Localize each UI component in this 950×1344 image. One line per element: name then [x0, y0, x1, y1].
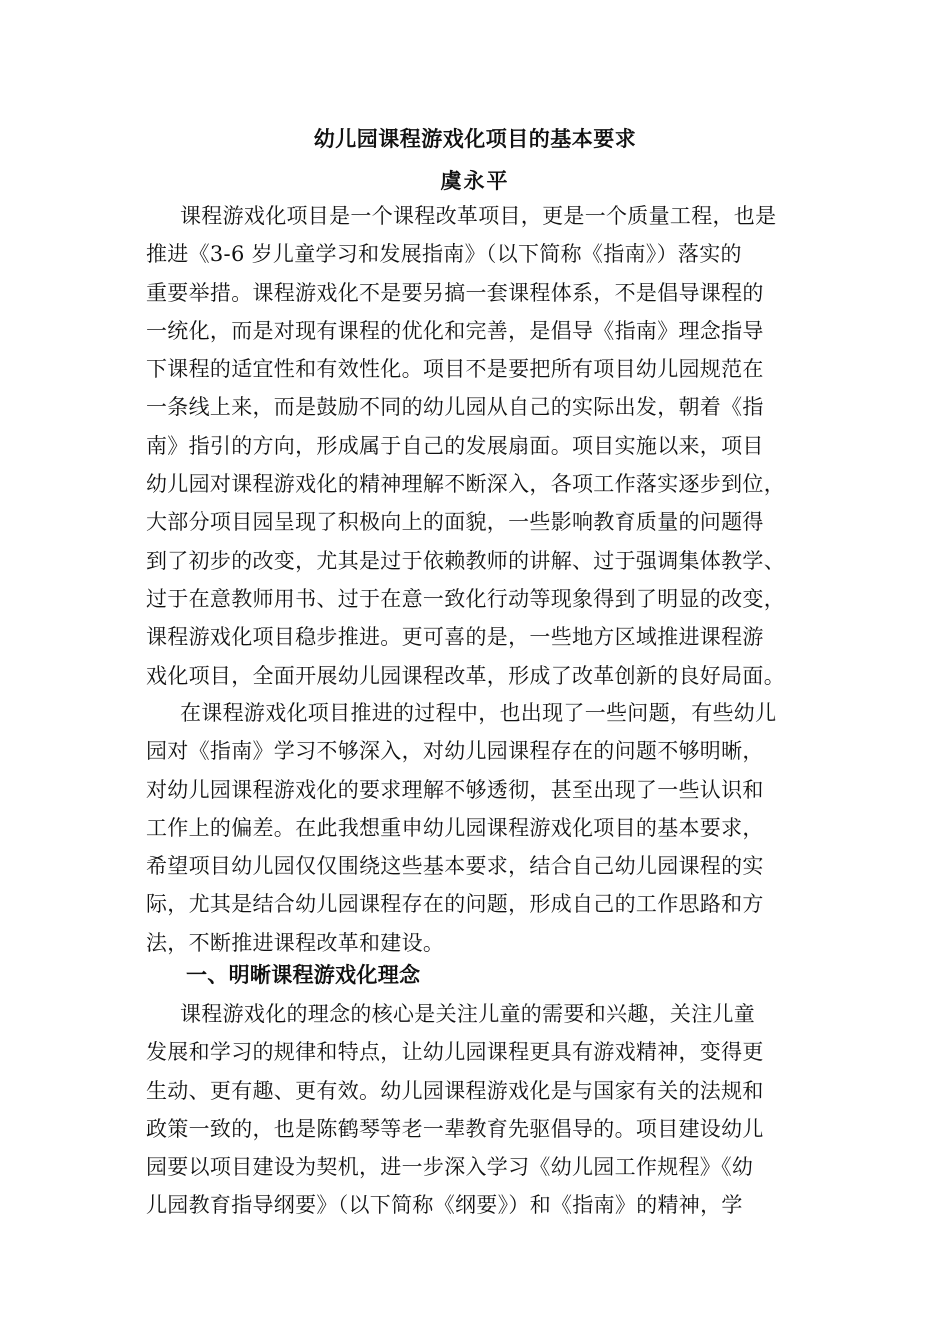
- text-line: 课程游戏化项目是一个课程改革项目，更是一个质量工程，也是: [180, 204, 777, 228]
- text-line: 戏化项目，全面开展幼儿园课程改革，形成了改革创新的良好局面。: [146, 663, 785, 688]
- text-line: 对幼儿园课程游戏化的要求理解不够透彻，甚至出现了一些认识和: [146, 777, 764, 802]
- text-line: 大部分项目园呈现了积极向上的面貌，一些影响教育质量的问题得: [146, 510, 764, 535]
- text-line: 一统化，而是对现有课程的优化和完善，是倡导《指南》理念指导: [146, 318, 764, 343]
- text-line: 儿园教育指导纲要》（以下简称《纲要》）和《指南》的精神，学: [146, 1193, 743, 1218]
- section-heading-text: 一、明晰课程游戏化理念: [186, 962, 421, 987]
- text-line: 南》指引的方向，形成属于自己的发展扇面。项目实施以来，项目: [146, 433, 764, 458]
- text-line: 工作上的偏差。在此我想重申幼儿园课程游戏化项目的基本要求，: [146, 815, 764, 840]
- text-line: 过于在意教师用书、过于在意一致化行动等现象得到了明显的改变，: [146, 586, 785, 611]
- paragraph-2: [146, 694, 836, 962]
- section-heading: [146, 956, 836, 994]
- text-line: 幼儿园对课程游戏化的精神理解不断深入，各项工作落实逐步到位，: [146, 472, 785, 497]
- text-line: 课程游戏化的理念的核心是关注儿童的需要和兴趣，关注儿童: [180, 1002, 756, 1026]
- text-line: 际，尤其是结合幼儿园课程存在的问题，形成自己的工作思路和方: [146, 892, 764, 917]
- text-line: 一条线上来，而是鼓励不同的幼儿园从自己的实际出发，朝着《指: [146, 395, 764, 420]
- text-line: 发展和学习的规律和特点，让幼儿园课程更具有游戏精神，变得更: [146, 1040, 764, 1065]
- paragraph-3: [146, 995, 836, 1225]
- text-line: 生动、更有趣、更有效。幼儿园课程游戏化是与国家有关的法规和: [146, 1078, 764, 1103]
- text-line: 园对《指南》学习不够深入，对幼儿园课程存在的问题不够明晰，: [146, 739, 764, 764]
- text-line: 在课程游戏化项目推进的过程中，也出现了一些问题，有些幼儿: [180, 701, 777, 725]
- text-line: 课程游戏化项目稳步推进。更可喜的是，一些地方区域推进课程游: [146, 625, 764, 650]
- text-line: 希望项目幼儿园仅仅围绕这些基本要求，结合自己幼儿园课程的实: [146, 854, 764, 879]
- text-line: 政策一致的，也是陈鹤琴等老一辈教育先驱倡导的。项目建设幼儿: [146, 1116, 764, 1141]
- paragraph-1: [146, 197, 836, 695]
- text-line: 推进《3-6 岁儿童学习和发展指南》（以下简称《指南》）落实的: [146, 242, 742, 267]
- text-line: 法，不断推进课程改革和建设。: [146, 930, 445, 955]
- document-title: 幼儿园课程游戏化项目的基本要求: [313, 126, 637, 151]
- text-line: 到了初步的改变，尤其是过于依赖教师的讲解、过于强调集体教学、: [146, 548, 785, 573]
- text-line: 下课程的适宜性和有效性化。项目不是要把所有项目幼儿园规范在: [146, 357, 764, 382]
- document-author: 虞永平: [440, 168, 510, 193]
- text-line: 重要举措。课程游戏化不是要另搞一套课程体系，不是倡导课程的: [146, 280, 764, 305]
- text-line: 园要以项目建设为契机，进一步深入学习《幼儿园工作规程》《幼: [146, 1155, 754, 1180]
